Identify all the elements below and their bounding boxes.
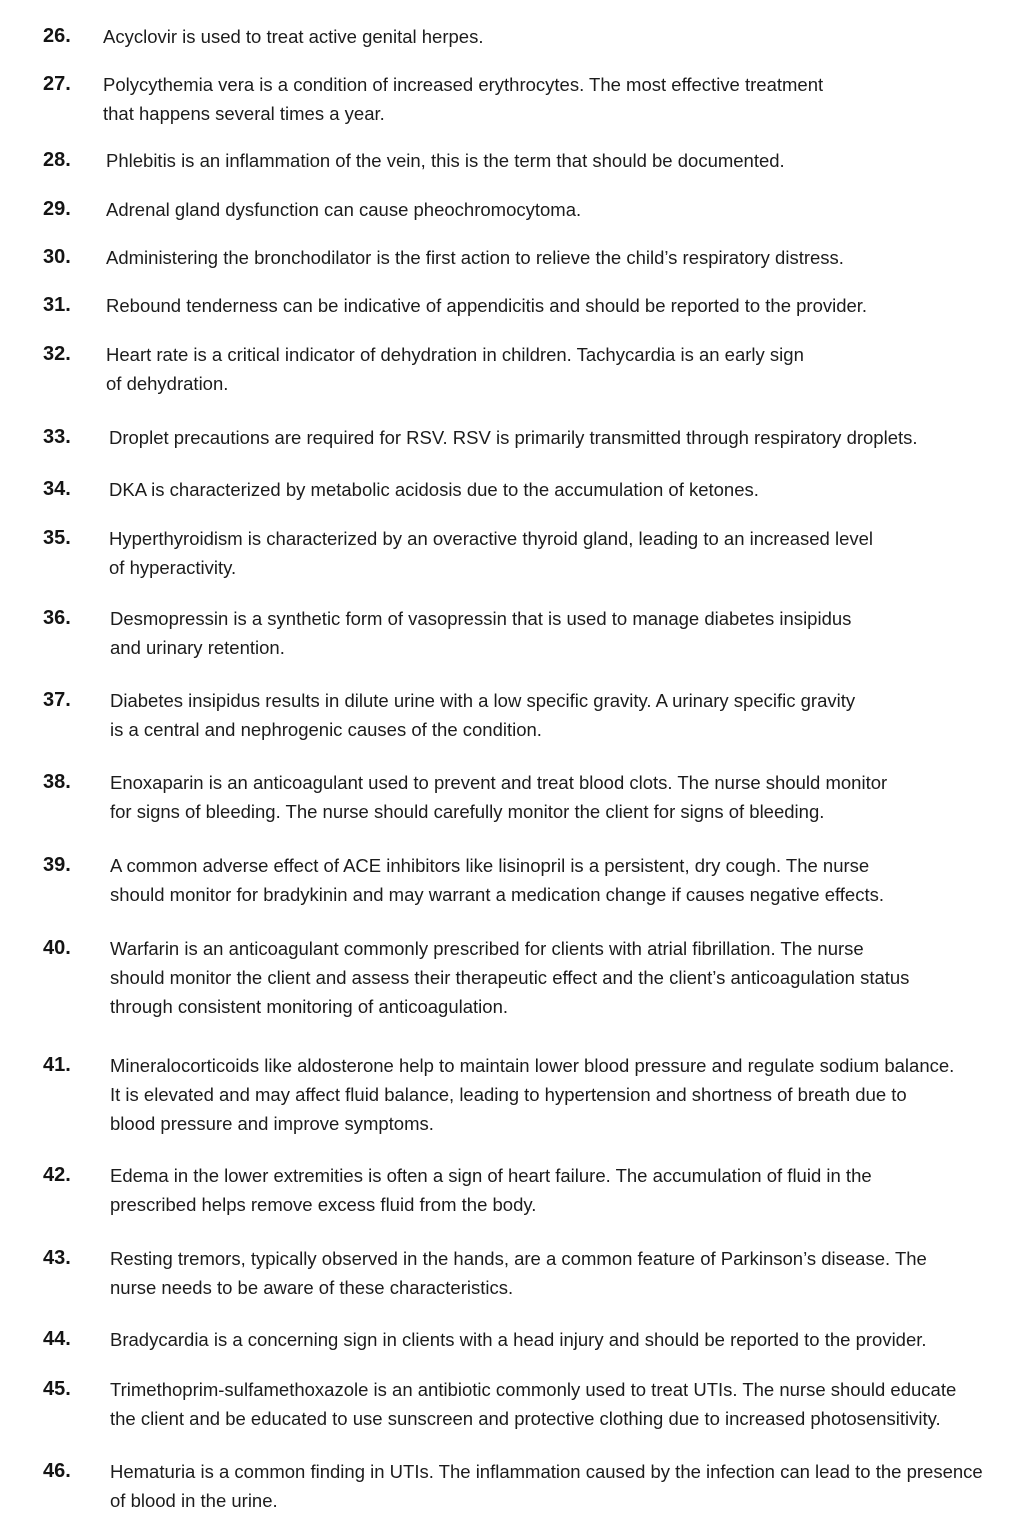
item-text-line: of hyperactivity. [109, 557, 237, 578]
item-text [103, 70, 823, 128]
item-number: 41. [43, 1054, 71, 1076]
item-text-line: through consistent monitoring of anticoagulation. [110, 996, 509, 1017]
item-text [109, 524, 873, 582]
item-number: 29. [43, 198, 71, 220]
item-text-line: that happens several times a year. [103, 103, 385, 124]
item-number: 38. [43, 771, 71, 793]
item-number: 39. [43, 854, 71, 876]
item-text-line: Administering the bronchodilator is the first action to relieve the child’s respiratory distress. [106, 247, 844, 268]
item-text [110, 768, 887, 826]
item-text-line: Hyperthyroidism is characterized by an overactive thyroid gland, leading to an increased level [109, 528, 874, 549]
item-text [106, 340, 804, 398]
item-number: 34. [43, 478, 71, 500]
item-text-line: the client and be educated to use sunscreen and protective clothing due to increased photosensitivity. [110, 1408, 941, 1429]
item-text-line: Phlebitis is an inflammation of the vein, this is the term that should be documented. [106, 150, 785, 171]
item-text [109, 423, 918, 452]
item-text [110, 1457, 983, 1515]
item-text-line: Enoxaparin is an anticoagulant used to prevent and treat blood clots. The nurse should monitor [110, 772, 888, 793]
item-text [109, 475, 759, 504]
item-number: 42. [43, 1164, 71, 1186]
item-text-line: Edema in the lower extremities is often a sign of heart failure. The accumulation of fluid in the [110, 1165, 872, 1186]
item-text-line: blood pressure and improve symptoms. [110, 1113, 434, 1134]
item-number: 36. [43, 607, 71, 629]
item-text-line: should monitor for bradykinin and may warrant a medication change if causes negative effects. [110, 884, 885, 905]
item-number: 46. [43, 1460, 71, 1482]
item-number: 37. [43, 689, 71, 711]
item-text-line: Resting tremors, typically observed in the hands, are a common feature of Parkinson’s disease. The [110, 1248, 927, 1269]
item-text-line: Adrenal gland dysfunction can cause pheochromocytoma. [106, 199, 582, 220]
item-text [110, 1161, 872, 1219]
item-number: 44. [43, 1328, 71, 1350]
item-text [106, 243, 844, 272]
item-text [110, 851, 884, 909]
item-text [103, 22, 483, 51]
item-number: 33. [43, 426, 71, 448]
item-number: 43. [43, 1247, 71, 1269]
item-text-line: Trimethoprim-sulfamethoxazole is an antibiotic commonly used to treat UTIs. The nurse should educate [110, 1379, 957, 1400]
item-number: 28. [43, 149, 71, 171]
item-text-line: Desmopressin is a synthetic form of vasopressin that is used to manage diabetes insipidus [110, 608, 852, 629]
item-text-line: prescribed helps remove excess fluid from the body. [110, 1194, 537, 1215]
item-number: 45. [43, 1378, 71, 1400]
item-text-line: Heart rate is a critical indicator of dehydration in children. Tachycardia is an early sign [106, 344, 804, 365]
item-text [110, 1375, 956, 1433]
item-number: 40. [43, 937, 71, 959]
item-text [106, 195, 581, 224]
item-text-line: of blood in the urine. [110, 1490, 278, 1511]
item-text-line: Mineralocorticoids like aldosterone help to maintain lower blood pressure and regulate sodium balance. [110, 1055, 955, 1076]
item-text-line: is a central and nephrogenic causes of the condition. [110, 719, 542, 740]
item-text [106, 291, 867, 320]
item-text-line: and urinary retention. [110, 637, 285, 658]
item-text-line: Acyclovir is used to treat active genital herpes. [103, 26, 484, 47]
item-text-line: for signs of bleeding. The nurse should carefully monitor the client for signs of bleeding. [110, 801, 825, 822]
item-text-line: Rebound tenderness can be indicative of appendicitis and should be reported to the provider. [106, 295, 868, 316]
item-number: 31. [43, 294, 71, 316]
item-text-line: Bradycardia is a concerning sign in clients with a head injury and should be reported to the provider. [110, 1329, 927, 1350]
item-text-line: of dehydration. [106, 373, 229, 394]
item-text [110, 604, 851, 662]
item-text [110, 1051, 954, 1138]
item-text-line: Polycythemia vera is a condition of increased erythrocytes. The most effective treatment [103, 74, 824, 95]
item-text-line: Warfarin is an anticoagulant commonly prescribed for clients with atrial fibrillation. The nurse [110, 938, 864, 959]
item-number: 32. [43, 343, 71, 365]
item-text [110, 1244, 927, 1302]
item-text-line: DKA is characterized by metabolic acidosis due to the accumulation of ketones. [109, 479, 759, 500]
item-number: 26. [43, 25, 71, 47]
item-text [110, 1325, 927, 1354]
item-text [110, 934, 909, 1021]
item-number: 35. [43, 527, 71, 549]
item-text-line: Diabetes insipidus results in dilute urine with a low specific gravity. A urinary specific gravity [110, 690, 856, 711]
item-text-line: It is elevated and may affect fluid balance, leading to hypertension and shortness of breath due to [110, 1084, 907, 1105]
item-number: 30. [43, 246, 71, 268]
item-text-line: Hematuria is a common finding in UTIs. The inflammation caused by the infection can lead to the presence [110, 1461, 983, 1482]
item-text [106, 146, 785, 175]
item-number: 27. [43, 73, 71, 95]
item-text [110, 686, 855, 744]
item-text-line: should monitor the client and assess their therapeutic effect and the client’s anticoagulation status [110, 967, 910, 988]
item-text-line: Droplet precautions are required for RSV. RSV is primarily transmitted through respiratory droplets. [109, 427, 918, 448]
item-text-line: A common adverse effect of ACE inhibitors like lisinopril is a persistent, dry cough. The nurse [110, 855, 870, 876]
item-text-line: nurse needs to be aware of these characteristics. [110, 1277, 514, 1298]
